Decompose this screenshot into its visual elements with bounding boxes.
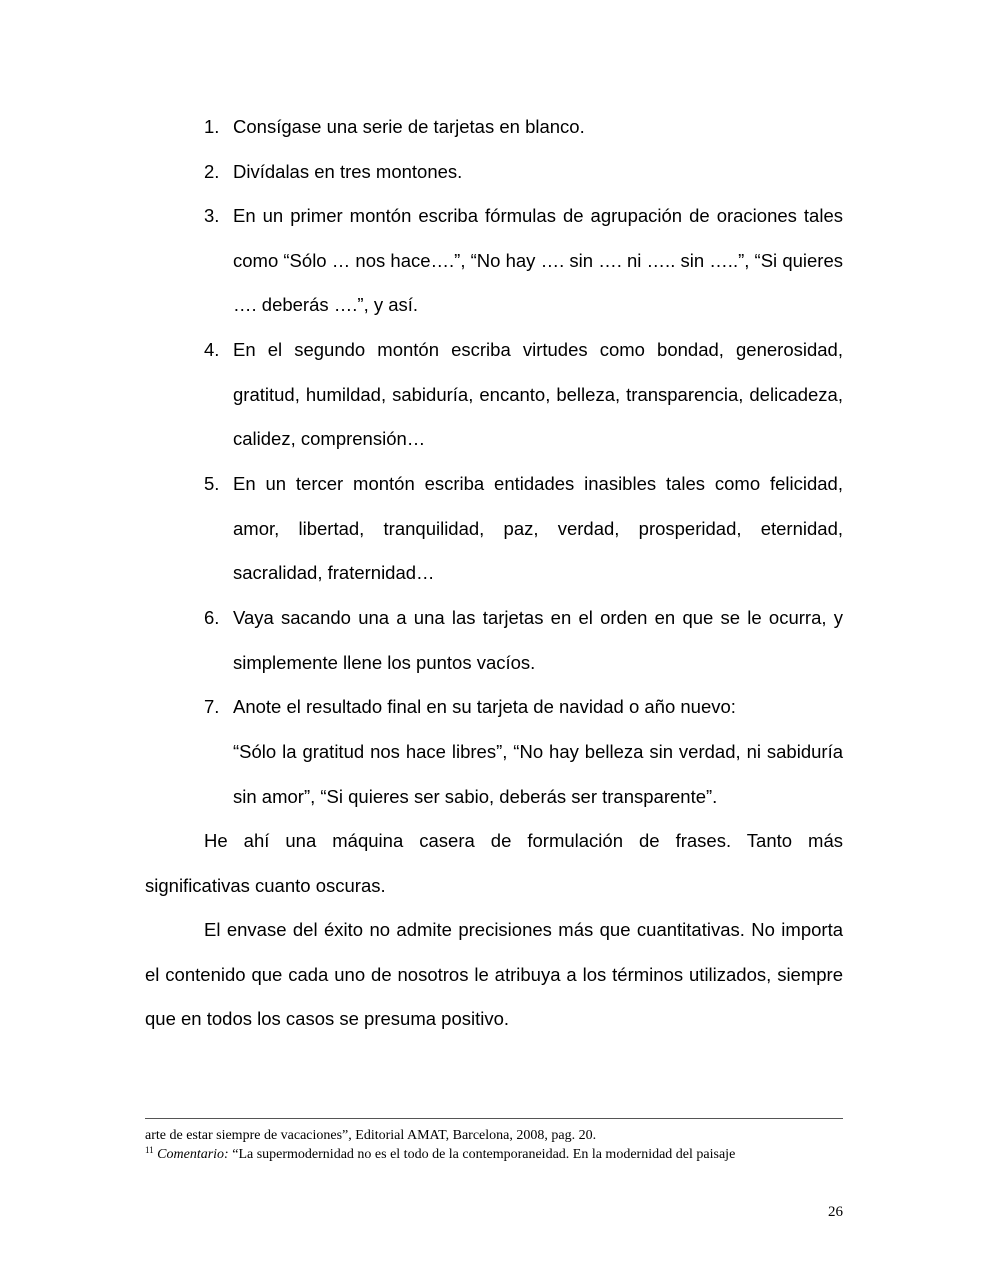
page-number: 26	[828, 1204, 843, 1220]
footnote-11	[145, 1145, 843, 1164]
footnote-number: 11	[145, 1145, 154, 1155]
list-item-text: Vaya sacando una a una las tarjetas en el orden en que se le ocurra, y simplemente llene los puntos vacíos.	[233, 607, 843, 673]
footnote-label: Comentario:	[157, 1147, 229, 1162]
footnotes	[145, 1126, 843, 1164]
list-item-4	[204, 328, 843, 462]
example-quotes: “Sólo la gratitud nos hace libres”, “No hay belleza sin verdad, ni sabiduría sin amor”, “Si quieres ser sabio, deberás ser transparente”.	[233, 741, 843, 807]
list-item-number: 1.	[204, 116, 220, 137]
list-item-text: En un primer montón escriba fórmulas de agrupación de oraciones tales como “Sólo … nos hace….”, “No hay …. sin …. ni ….. sin …..”, “Si quieres …. deberás ….”, y así.	[233, 205, 843, 316]
list-item-number: 6.	[204, 607, 220, 628]
list-item-number: 7.	[204, 696, 220, 717]
list-item-text: Divídalas en tres montones.	[233, 161, 463, 182]
list-item-6	[204, 596, 843, 685]
list-item-7	[204, 685, 843, 730]
list-item-1	[204, 105, 843, 150]
list-item-text: En un tercer montón escriba entidades inasibles tales como felicidad, amor, libertad, tranquilidad, paz, verdad, prosperidad, eternidad, sacralidad, fraternidad…	[233, 473, 843, 584]
footnote-continuation: arte de estar siempre de vacaciones”, Editorial AMAT, Barcelona, 2008, pag. 20.	[145, 1128, 597, 1143]
list-item-2	[204, 150, 843, 195]
list-item-number: 3.	[204, 205, 220, 226]
footnote-text: “La supermodernidad no es el todo de la contemporaneidad. En la modernidad del paisaje	[228, 1147, 736, 1162]
body-paragraph-2: El envase del éxito no admite precisiones más que cuantitativas. No importa el contenido que cada uno de nosotros le atribuya a los términos utilizados, siempre que en todos los casos se presuma positivo.	[145, 919, 843, 1030]
list-item-number: 5.	[204, 473, 220, 494]
footnote-separator	[145, 1118, 843, 1119]
list-item-number: 2.	[204, 161, 220, 182]
list-item-5	[204, 462, 843, 596]
list-item-3	[204, 194, 843, 328]
list-item-text: En el segundo montón escriba virtudes como bondad, generosidad, gratitud, humildad, sabiduría, encanto, belleza, transparencia, delicadeza, calidez, comprensión…	[233, 339, 843, 450]
list-item-text: Anote el resultado final en su tarjeta de navidad o año nuevo:	[233, 696, 736, 717]
list-item-text: Consígase una serie de tarjetas en blanco.	[233, 116, 585, 137]
list-item-number: 4.	[204, 339, 220, 360]
body-paragraph-1: He ahí una máquina casera de formulación de frases. Tanto más significativas cuanto oscuras.	[145, 830, 843, 896]
